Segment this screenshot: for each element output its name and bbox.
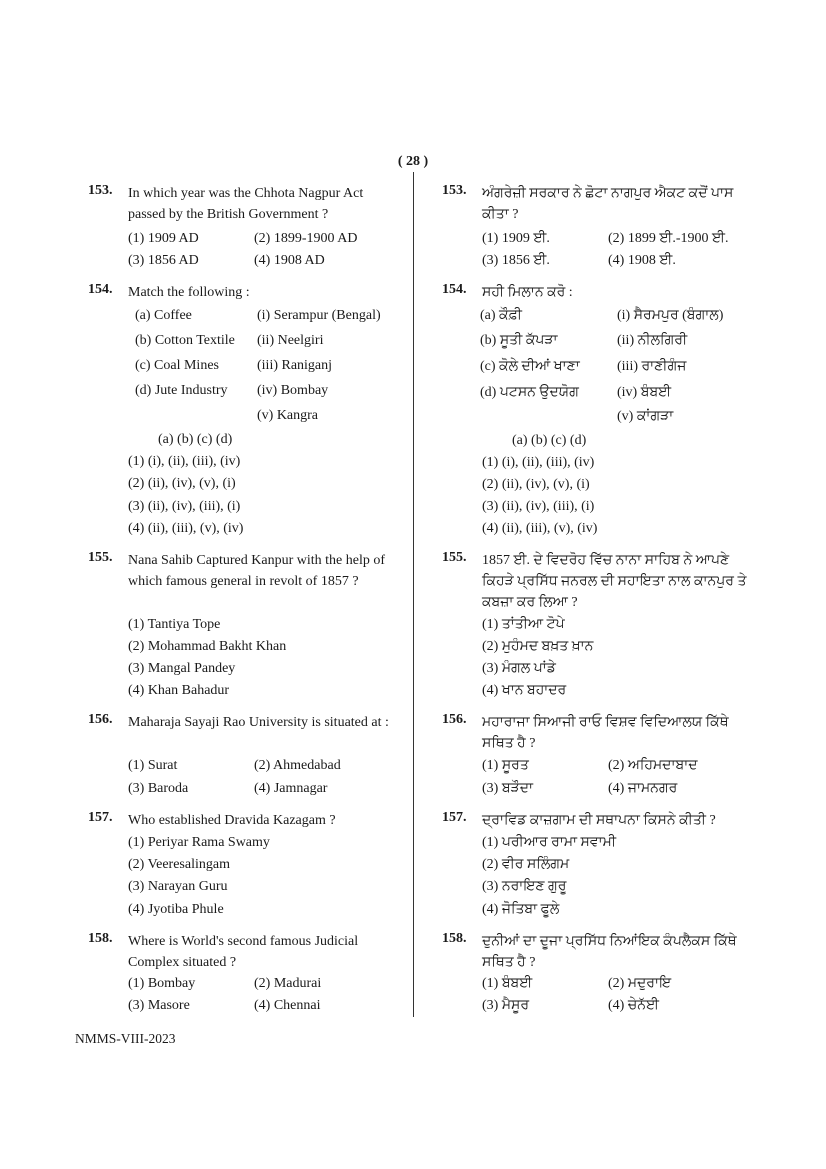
question-156: [442, 712, 748, 796]
match-left-c: (c) Coal Mines: [135, 358, 219, 373]
option-3: (3) (ii), (iv), (iii), (i): [128, 499, 241, 514]
match-right-iii: (iii) ਰਾਣੀਗੰਜ: [617, 359, 687, 374]
question-text: ਸਹੀ ਮਿਲਾਨ ਕਰੋ :: [482, 285, 573, 300]
question-text: Nana Sahib Captured Kanpur with the help of which famous general in revolt of 1857 ?: [128, 553, 385, 589]
question-154: [88, 282, 394, 536]
option-2: (2) ਵੀਰ ਸਲਿੰਗਮ: [482, 857, 570, 872]
question-number: 153.: [88, 183, 113, 198]
page-footer: NMMS-VIII-2023: [75, 1031, 176, 1046]
question-157: [442, 810, 748, 917]
question-number: 156.: [88, 712, 113, 727]
option-3: (3) ਮੰਗਲ ਪਾਂਡੇ: [482, 661, 556, 676]
question-153: [88, 183, 394, 268]
match-right-ii: (ii) Neelgiri: [257, 333, 324, 348]
match-right-i: (i) ਸੈਰਮਪੁਰ (ਬੰਗਾਲ): [617, 308, 724, 323]
question-155: [442, 550, 748, 698]
question-157: [88, 810, 394, 917]
match-right-iv: (iv) Bombay: [257, 383, 329, 398]
option-1: (1) Surat: [128, 758, 178, 773]
question-153: [442, 183, 748, 268]
match-right-v: (v) Kangra: [257, 408, 319, 423]
question-number: 154.: [442, 282, 467, 297]
option-4: (4) ਜਾਮਨਗਰ: [608, 781, 678, 796]
match-left-a: (a) ਕੌਫ਼ੀ: [480, 308, 522, 323]
match-right-v: (v) ਕਾਂਗੜਾ: [617, 409, 674, 424]
option-3: (3) (ii), (iv), (iii), (i): [482, 499, 595, 514]
option-3: (3) 1856 AD: [128, 253, 199, 268]
match-right-i: (i) Serampur (Bengal): [257, 308, 381, 323]
option-2: (2) (ii), (iv), (v), (i): [128, 476, 236, 491]
option-1: (1) 1909 AD: [128, 231, 199, 246]
question-text: In which year was the Chhota Nagpur Act passed by the British Government ?: [128, 186, 364, 222]
option-2: (2) Veeresalingam: [128, 857, 230, 872]
option-4: (4) ਜੋਤਿਬਾ ਫੂਲੇ: [482, 902, 560, 917]
question-text: ਅੰਗਰੇਜ਼ੀ ਸਰਕਾਰ ਨੇ ਛੋਟਾ ਨਾਗਪੁਰ ਐਕਟ ਕਦੋਂ ਪਾਸ ਕੀਤਾ ?: [482, 186, 734, 222]
option-1: (1) (i), (ii), (iii), (iv): [482, 455, 595, 470]
option-4: (4) 1908 AD: [254, 253, 325, 268]
match-right-iii: (iii) Raniganj: [257, 358, 333, 373]
option-4: (4) Jamnagar: [254, 781, 328, 796]
question-number: 157.: [442, 810, 467, 825]
option-1: (1) Bombay: [128, 976, 196, 991]
column-divider: [413, 172, 414, 1017]
match-left-c: (c) ਕੋਲੇ ਦੀਆਂ ਖਾਣਾ: [480, 359, 580, 374]
question-text: ਦੁਨੀਆਂ ਦਾ ਦੂਜਾ ਪ੍ਰਸਿੱਧ ਨਿਆਂਇਕ ਕੰਪਲੈਕਸ ਕਿੱਥੇ ਸਥਿਤ ਹੈ ?: [482, 934, 737, 970]
question-number: 155.: [88, 550, 113, 565]
option-3: (3) Masore: [128, 998, 190, 1013]
option-4: (4) ਖਾਨ ਬਹਾਦਰ: [482, 683, 567, 698]
page-number: ( 28 ): [397, 154, 429, 169]
option-2: (2) Mohammad Bakht Khan: [128, 639, 287, 654]
option-3: (3) ਨਰਾਇਣ ਗੁਰੂ: [482, 879, 567, 894]
question-number: 157.: [88, 810, 113, 825]
question-number: 155.: [442, 550, 467, 565]
question-text: Where is World's second famous Judicial Complex situated ?: [128, 934, 359, 970]
match-left-a: (a) Coffee: [135, 308, 192, 323]
option-1: (1) ਸੂਰਤ: [482, 758, 529, 773]
option-2: (2) ਮੁਹੰਮਦ ਬਖ਼ਤ ਖ਼ਾਨ: [482, 639, 594, 654]
option-2: (2) Madurai: [254, 976, 322, 991]
question-number: 156.: [442, 712, 467, 727]
option-2: (2) ਮਦੁਰਾਇ: [608, 976, 672, 991]
match-right-iv: (iv) ਬੰਬਈ: [617, 385, 672, 400]
option-4: (4) Chennai: [254, 998, 321, 1013]
question-154: [442, 282, 748, 536]
option-4: (4) (ii), (iii), (v), (iv): [128, 521, 244, 536]
option-2: (2) (ii), (iv), (v), (i): [482, 477, 590, 492]
question-156: [88, 712, 394, 796]
question-155: [88, 550, 394, 698]
option-3: (3) ਬੜੌਦਾ: [482, 781, 533, 796]
option-4: (4) ਚੇਨੱਈ: [608, 998, 660, 1013]
option-3: (3) Mangal Pandey: [128, 661, 236, 676]
option-4: (4) 1908 ਈ.: [608, 253, 676, 268]
option-4: (4) Jyotiba Phule: [128, 902, 224, 917]
option-4: (4) (ii), (iii), (v), (iv): [482, 521, 598, 536]
question-number: 154.: [88, 282, 113, 297]
answer-header: (a) (b) (c) (d): [512, 433, 587, 448]
question-158: [88, 931, 394, 1013]
answer-header: (a) (b) (c) (d): [158, 432, 233, 447]
option-2: (2) 1899-1900 AD: [254, 231, 358, 246]
option-1: (1) ਤਾਂਤੀਆ ਟੋਪੇ: [482, 617, 565, 632]
option-2: (2) Ahmedabad: [254, 758, 341, 773]
option-1: (1) Tantiya Tope: [128, 617, 221, 632]
option-3: (3) 1856 ਈ.: [482, 253, 550, 268]
option-1: (1) Periyar Rama Swamy: [128, 835, 270, 850]
question-text: ਮਹਾਰਾਜਾ ਸਿਆਜੀ ਰਾਓ ਵਿਸ਼ਵ ਵਿਦਿਆਲਯ ਕਿੱਥੇ ਸਥਿਤ ਹੈ ?: [482, 715, 729, 751]
option-1: (1) 1909 ਈ.: [482, 231, 550, 246]
question-number: 158.: [442, 931, 467, 946]
match-left-b: (b) Cotton Textile: [135, 333, 235, 348]
option-4: (4) Khan Bahadur: [128, 683, 230, 698]
match-left-b: (b) ਸੂਤੀ ਕੱਪੜਾ: [480, 333, 558, 348]
option-1: (1) ਬੰਬਈ: [482, 976, 533, 991]
match-left-d: (d) Jute Industry: [135, 383, 228, 398]
match-left-d: (d) ਪਟਸਨ ਉਦਯੋਗ: [480, 385, 579, 400]
question-number: 158.: [88, 931, 113, 946]
option-3: (3) Baroda: [128, 781, 189, 796]
option-1: (1) (i), (ii), (iii), (iv): [128, 454, 241, 469]
option-2: (2) 1899 ਈ.-1900 ਈ.: [608, 231, 729, 246]
question-text: Who established Dravida Kazagam ?: [128, 813, 336, 828]
question-text: 1857 ਈ. ਦੇ ਵਿਦਰੋਹ ਵਿੱਚ ਨਾਨਾ ਸਾਹਿਬ ਨੇ ਆਪਣੇ ਕਿਹੜੇ ਪ੍ਰਸਿੱਧ ਜਨਰਲ ਦੀ ਸਹਾਇਤਾ ਨਾਲ ਕਾਨਪੁਰ ਤੇ ਕਬਜ਼ਾ ਕਰ ਲਿਆ ?: [482, 553, 747, 610]
question-158: [442, 931, 748, 1013]
option-1: (1) ਪਰੀਆਰ ਰਾਮਾ ਸਵਾਮੀ: [482, 835, 617, 850]
question-number: 153.: [442, 183, 467, 198]
option-3: (3) ਮੈਸੂਰ: [482, 998, 530, 1013]
question-text: Maharaja Sayaji Rao University is situated at :: [128, 715, 389, 730]
match-right-ii: (ii) ਨੀਲਗਿਰੀ: [617, 333, 688, 348]
option-3: (3) Narayan Guru: [128, 879, 228, 894]
option-2: (2) ਅਹਿਮਦਾਬਾਦ: [608, 758, 698, 773]
question-text: Match the following :: [128, 285, 250, 300]
question-text: ਦ੍ਰਾਵਿਡ ਕਾਜ਼ਗਾਮ ਦੀ ਸਥਾਪਨਾ ਕਿਸਨੇ ਕੀਤੀ ?: [482, 813, 716, 828]
